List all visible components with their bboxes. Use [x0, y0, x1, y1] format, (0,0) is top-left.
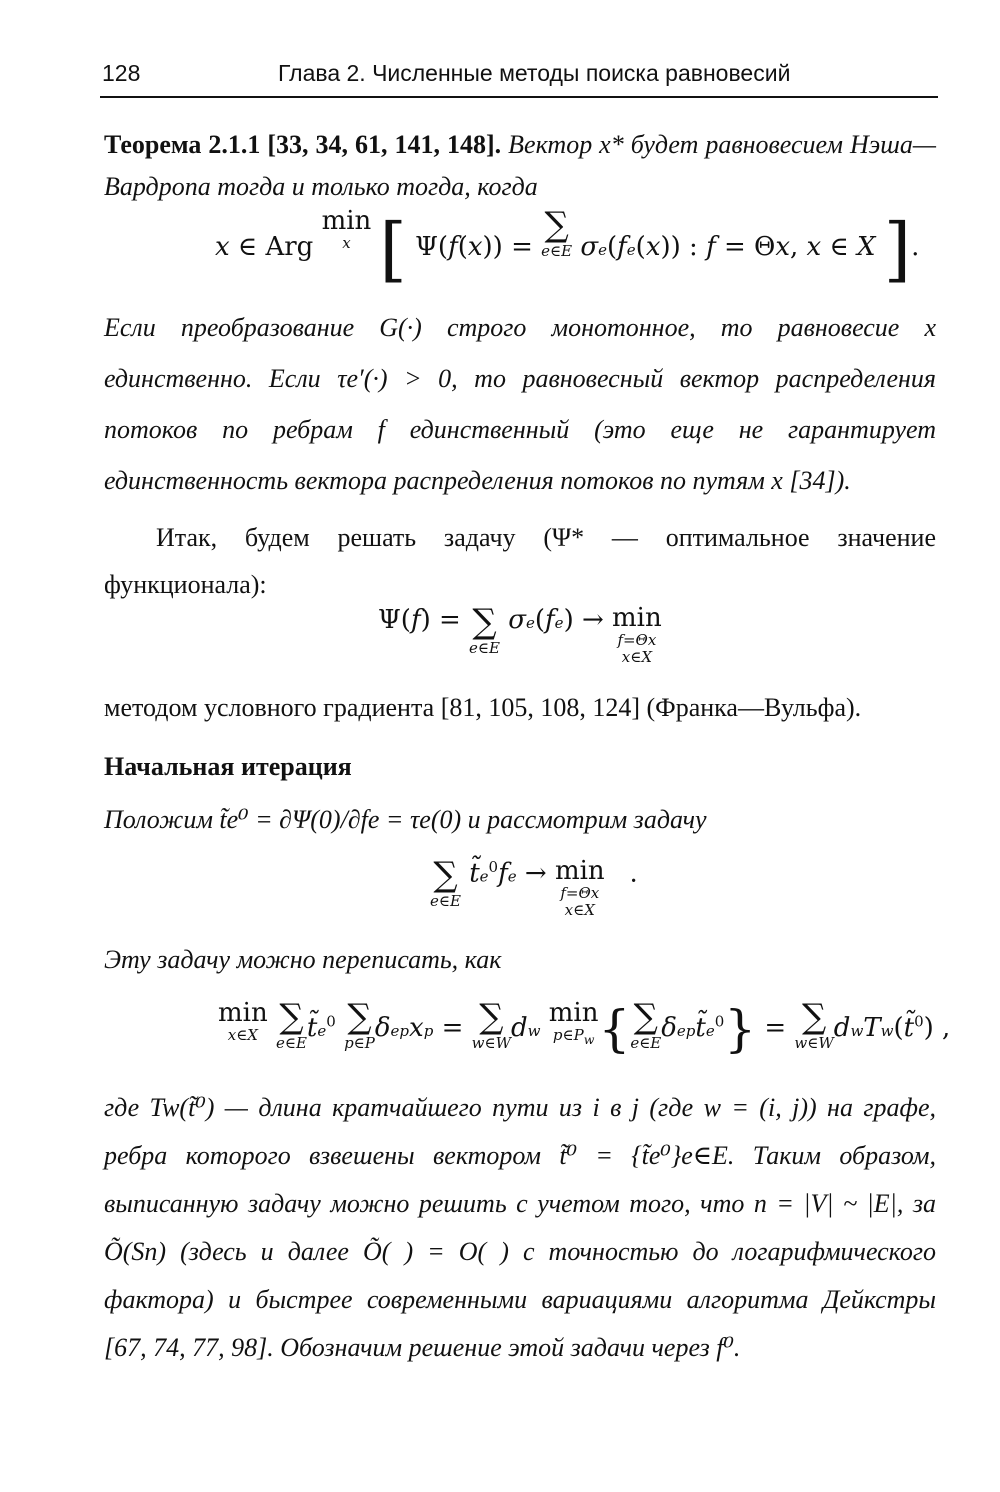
paragraph-dijkstra: где Tw(t̃⁰) — длина кратчайшего пути из i в j (где w = (i, j)) на графе, ребра которого взвешены вектором t̃⁰ = {t̃e⁰}e∈E. Таким образом, выписанную задачу можно решить с учетом того, что n = |V| ~ |E|, за Õ(Sn) (здесь и далее Õ( ) = O( ) с точностью до логарифмического фактора) и быстрее современными вариациями алгоритма Дейкстры [67, 74, 77, 98]. Обозначим решение этой задачи через f⁰.	[104, 1093, 936, 1362]
formula-objective: Ψ(f) = ∑ e∈E σe(fe) → min f=Θx x∈X	[378, 602, 662, 666]
paragraph-task: Итак, будем решать задачу (Ψ* — оптимальное значение функционала):	[104, 523, 936, 599]
section-heading: Начальная итерация	[104, 752, 352, 781]
chapter-title: Глава 2. Численные методы поиска равновесий	[278, 60, 791, 86]
header-rule	[100, 96, 938, 98]
paragraph-rewrite: Эту задачу можно переписать, как	[104, 945, 502, 974]
formula-linear: ∑ e∈E $t̃e^0fe \to \min$ f=Θx x∈X .	[430, 855, 638, 919]
theorem-label: Теорема 2.1.1 [33, 34, 61, 141, 148].	[104, 130, 502, 159]
paragraph-method: методом условного градиента [81, 105, 108, 124] (Франка—Вульфа).	[104, 693, 862, 722]
theorem-statement: Вектор x* будет равновесием Нэша—Вардропа тогда и только тогда, когда	[104, 130, 936, 201]
theorem-block	[104, 124, 936, 208]
paragraph-initial: Положим t̃e⁰ = ∂Ψ(0)/∂fe = τe(0) и рассмотрим задачу	[104, 805, 707, 834]
formula-argmin: x ∈ Arg min x [ Ψ(f(x)) = ∑ e∈E σe(fe(x)) : f = Θx, x ∈ X ].	[215, 205, 920, 290]
page-number: 128	[102, 60, 141, 86]
formula-shortest-path: min x∈X ∑ e∈E $t̃e^0$ ∑ p∈P δepxp = ∑ w∈W dw min $p\in P_w$ {∑ e∈E $\delta ept̃e^0$} = ∑ w∈W dwTw(t̃$^0$) ,	[218, 997, 951, 1058]
paragraph-uniqueness: Если преобразование G(·) строго монотонное, то равновесие x единственно. Если τe′(·) > 0, то равновесный вектор распределения потоков по ребрам f единственный (это еще не гарантирует единственность вектора распределения потоков по путям x [34]).	[104, 313, 936, 495]
